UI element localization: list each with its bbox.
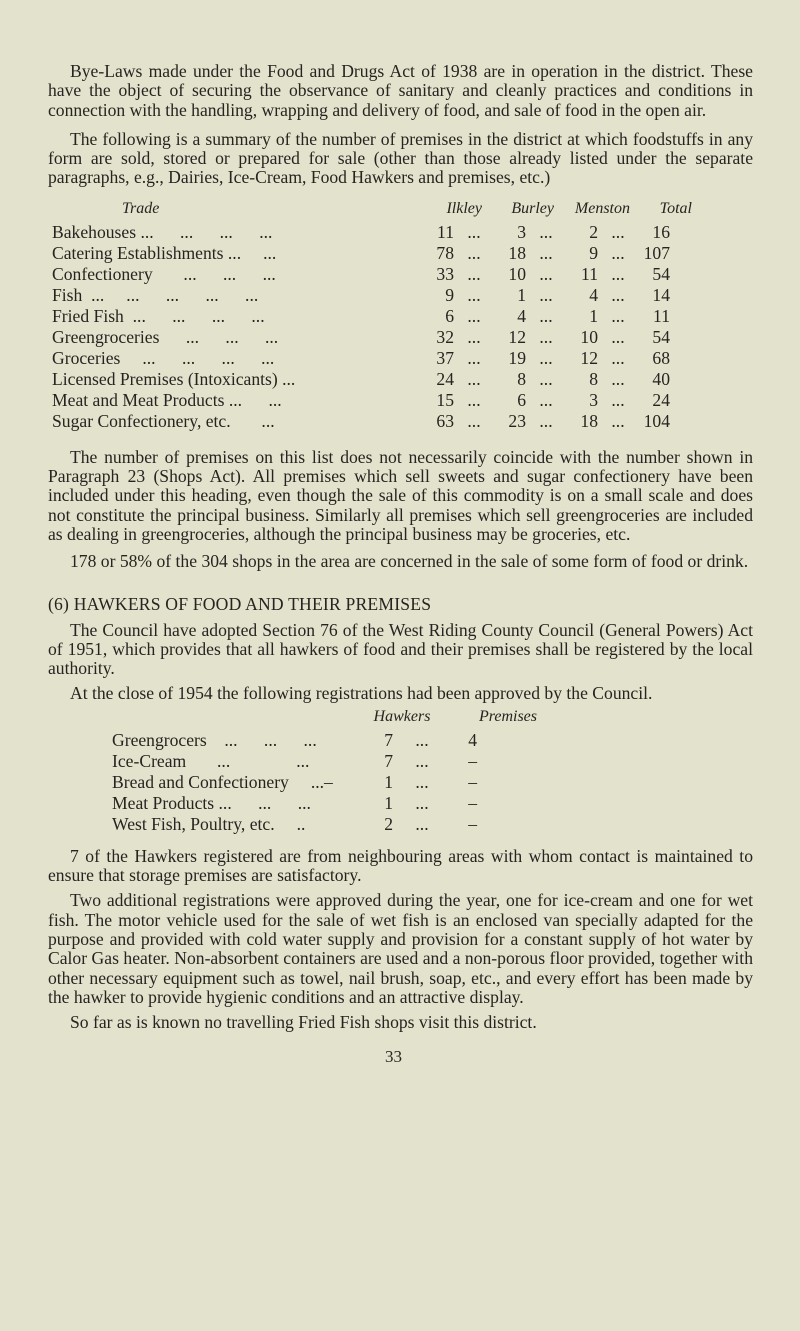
header-total: Total	[659, 199, 692, 217]
trade-label: Groceries ... ... ... ...	[52, 347, 275, 368]
hawkers-value: 1	[384, 771, 393, 792]
hawker-category-label: Bread and Confectionery ...–	[112, 771, 333, 792]
summary-intro-paragraph	[48, 130, 753, 188]
table-row	[112, 793, 753, 814]
leader-dots: ...	[467, 242, 481, 263]
leader-dots: ...	[539, 326, 553, 347]
leader-dots: ...	[415, 729, 429, 750]
total-value: 68	[652, 347, 670, 368]
premises-value: –	[468, 792, 477, 813]
burley-value: 3	[517, 221, 526, 242]
menston-value: 3	[589, 389, 598, 410]
header-trade: Trade	[122, 199, 160, 217]
table-row	[52, 264, 753, 285]
trade-label: Confectionery ... ... ...	[52, 263, 276, 284]
leader-dots: ...	[539, 221, 553, 242]
burley-value: 12	[508, 326, 526, 347]
table-header	[52, 198, 753, 219]
trade-label: Bakehouses ... ... ... ...	[52, 221, 273, 242]
trade-label: Fish ... ... ... ... ...	[52, 284, 259, 305]
page-content	[48, 0, 753, 1067]
menston-value: 2	[589, 221, 598, 242]
hawkers-value: 7	[384, 729, 393, 750]
premises-note-paragraph	[48, 448, 753, 544]
leader-dots: ...	[467, 263, 481, 284]
leader-dots: ...	[611, 221, 625, 242]
burley-value: 8	[517, 368, 526, 389]
intro-paragraph-bye-laws	[48, 62, 753, 120]
ilkley-value: 63	[436, 410, 454, 431]
leader-dots: ...	[467, 347, 481, 368]
menston-value: 18	[580, 410, 598, 431]
council-adoption-paragraph	[48, 621, 753, 679]
table-row	[52, 348, 753, 369]
leader-dots: ...	[415, 813, 429, 834]
paragraph-text: Bye-Laws made under the Food and Drugs Act of 1938 are in operation in the district. These have the object of securing the observance of sanitary and cleanly practices and conditions in connection with the handling, wrapping and delivery of food, and sale of food in the open air.	[48, 61, 753, 120]
hawkers-table	[112, 706, 753, 835]
total-value: 16	[652, 221, 670, 242]
leader-dots: ...	[611, 326, 625, 347]
leader-dots: ...	[467, 221, 481, 242]
paragraph-text: So far as is known no travelling Fried Fish shops visit this district.	[70, 1012, 537, 1033]
total-value: 104	[643, 410, 670, 431]
leader-dots: ...	[611, 410, 625, 431]
menston-value: 9	[589, 242, 598, 263]
table-row	[52, 306, 753, 327]
leader-dots: ...	[539, 305, 553, 326]
total-value: 54	[652, 326, 670, 347]
registrations-intro-paragraph	[48, 684, 753, 703]
trade-label: Meat and Meat Products ... ...	[52, 389, 282, 410]
leader-dots: ...	[611, 284, 625, 305]
menston-value: 1	[589, 305, 598, 326]
hawkers-neighbouring-paragraph	[48, 847, 753, 886]
header-hawkers: Hawkers	[373, 707, 431, 725]
leader-dots: ...	[611, 305, 625, 326]
leader-dots: ...	[467, 326, 481, 347]
leader-dots: ...	[467, 389, 481, 410]
ilkley-value: 24	[436, 368, 454, 389]
leader-dots: ...	[539, 410, 553, 431]
burley-value: 6	[517, 389, 526, 410]
leader-dots: ...	[539, 347, 553, 368]
table-row	[52, 222, 753, 243]
burley-value: 23	[508, 410, 526, 431]
leader-dots: ...	[467, 284, 481, 305]
premises-value: –	[468, 750, 477, 771]
leader-dots: ...	[467, 305, 481, 326]
leader-dots: ...	[539, 263, 553, 284]
trade-label: Greengroceries ... ... ...	[52, 326, 279, 347]
premises-value: –	[468, 813, 477, 834]
table-row	[112, 814, 753, 835]
paragraph-text: The number of premises on this list does not necessarily coincide with the number shown in Paragraph 23 (Shops Act). All premises which sell sweets and sugar confectionery have been included under this heading, even though the sale of this commodity is on a small scale and does not constitute the principal business. Similarly all premises which sell greengroceries are included as dealing in greengroceries, although the principal business may be groceries, etc.	[48, 446, 753, 544]
total-value: 40	[652, 368, 670, 389]
paragraph-text: Two additional registrations were approved during the year, one for ice-cream and one for wet fish. The motor vehicle used for the sale of wet fish is an enclosed van specially adapted for the purpose and provided with cold water supply and provision for a constant supply of hot water by Calor Gas heater. Non-absorbent containers are used and a non-porous floor provided, together with other necessary equipment such as towel, nail brush, soap, etc., and every effort has been made by the hawker to provide hygienic conditions and an attractive display.	[48, 890, 753, 1007]
paragraph-text: 178 or 58% of the 304 shops in the area are concerned in the sale of some form of food or drink.	[70, 551, 749, 572]
header-premises: Premises	[478, 707, 537, 725]
burley-value: 1	[517, 284, 526, 305]
table-row	[52, 243, 753, 264]
ilkley-value: 9	[445, 284, 454, 305]
leader-dots: ...	[611, 368, 625, 389]
table-row	[52, 369, 753, 390]
trade-label: Fried Fish ... ... ... ...	[52, 305, 265, 326]
table-row	[52, 411, 753, 432]
leader-dots: ...	[611, 263, 625, 284]
paragraph-text: The following is a summary of the number of premises in the district at which foodstuffs in any form are sold, stored or prepared for sale (other than those already listed under the separate paragraphs, e.g., Dairies, Ice-Cream, Food Hawkers and premises, etc.)	[48, 128, 753, 188]
page-number: 33	[385, 1047, 402, 1067]
leader-dots: ...	[415, 750, 429, 771]
ilkley-value: 15	[436, 389, 454, 410]
leader-dots: ...	[415, 771, 429, 792]
section-heading-hawkers: (6) HAWKERS OF FOOD AND THEIR PREMISES	[48, 593, 432, 614]
trade-label: Catering Establishments ... ...	[52, 242, 277, 263]
total-value: 11	[653, 305, 670, 326]
table-header	[112, 706, 753, 727]
total-value: 54	[652, 263, 670, 284]
hawker-category-label: Meat Products ... ... ...	[112, 792, 311, 813]
leader-dots: ...	[539, 284, 553, 305]
total-value: 24	[652, 389, 670, 410]
table-row	[112, 730, 753, 751]
hawker-category-label: Greengrocers ... ... ...	[112, 729, 317, 750]
leader-dots: ...	[539, 389, 553, 410]
table-row	[112, 772, 753, 793]
ilkley-value: 78	[436, 242, 454, 263]
header-menston: Menston	[574, 199, 630, 217]
leader-dots: ...	[611, 242, 625, 263]
ilkley-value: 32	[436, 326, 454, 347]
premises-value: –	[468, 771, 477, 792]
total-value: 14	[652, 284, 670, 305]
menston-value: 11	[581, 263, 598, 284]
ilkley-value: 6	[445, 305, 454, 326]
menston-value: 4	[589, 284, 598, 305]
burley-value: 18	[508, 242, 526, 263]
leader-dots: ...	[467, 368, 481, 389]
leader-dots: ...	[611, 347, 625, 368]
paragraph-text: The Council have adopted Section 76 of the West Riding County Council (General Powers) Act of 1951, which provides that all hawkers of food and their premises shall be registered by the local authority.	[48, 619, 753, 679]
burley-value: 4	[517, 305, 526, 326]
hawkers-value: 1	[384, 792, 393, 813]
table-row	[52, 390, 753, 411]
burley-value: 19	[508, 347, 526, 368]
paragraph-text: At the close of 1954 the following registrations had been approved by the Council.	[70, 683, 653, 704]
premises-value: 4	[468, 729, 477, 750]
hawker-category-label: Ice-Cream ... ...	[112, 750, 310, 771]
hawker-category-label: West Fish, Poultry, etc. ..	[112, 813, 306, 834]
ilkley-value: 11	[437, 221, 454, 242]
trade-premises-table	[52, 198, 753, 432]
fried-fish-paragraph	[48, 1013, 753, 1032]
leader-dots: ...	[467, 410, 481, 431]
table-row	[52, 285, 753, 306]
menston-value: 8	[589, 368, 598, 389]
hawkers-value: 7	[384, 750, 393, 771]
leader-dots: ...	[539, 242, 553, 263]
header-burley: Burley	[511, 199, 554, 217]
trade-label: Sugar Confectionery, etc. ...	[52, 410, 275, 431]
table-row	[112, 751, 753, 772]
additional-registrations-paragraph	[48, 891, 753, 1007]
menston-value: 10	[580, 326, 598, 347]
ilkley-value: 33	[436, 263, 454, 284]
table-row	[52, 327, 753, 348]
leader-dots: ...	[415, 792, 429, 813]
leader-dots: ...	[539, 368, 553, 389]
total-value: 107	[643, 242, 670, 263]
burley-value: 10	[508, 263, 526, 284]
shops-percentage-paragraph	[48, 552, 753, 571]
hawkers-value: 2	[384, 813, 393, 834]
header-ilkley: Ilkley	[446, 199, 482, 217]
trade-label: Licensed Premises (Intoxicants) ...	[52, 368, 296, 389]
ilkley-value: 37	[436, 347, 454, 368]
leader-dots: ...	[611, 389, 625, 410]
menston-value: 12	[580, 347, 598, 368]
paragraph-text: 7 of the Hawkers registered are from neighbouring areas with whom contact is maintained to ensure that storage premises are satisfactory.	[48, 845, 753, 886]
